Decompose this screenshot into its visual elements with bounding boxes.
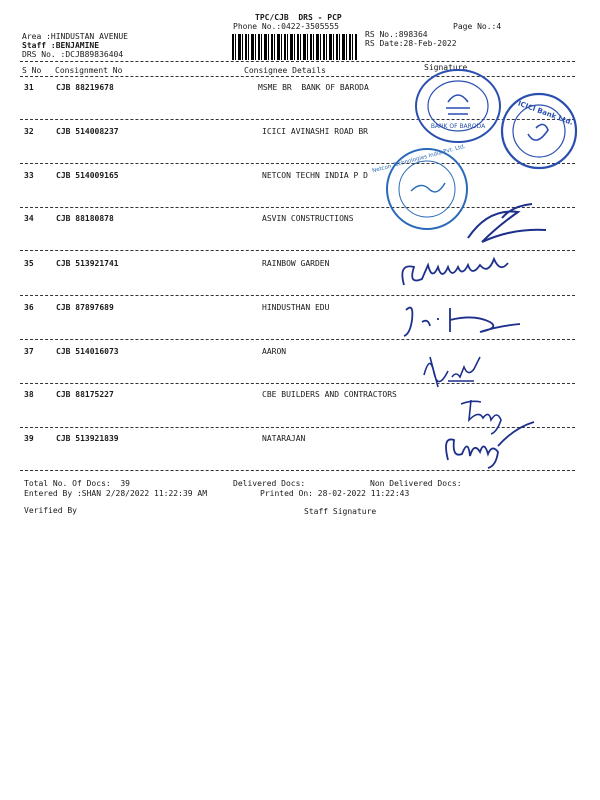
row-consignment: CJB 514008237 bbox=[56, 127, 119, 136]
row-consignee: HINDUSTHAN EDU bbox=[262, 303, 330, 312]
row-sno: 36 bbox=[24, 303, 34, 312]
col-header-sno: S No bbox=[22, 66, 42, 75]
row-consignment: CJB 513921839 bbox=[56, 434, 119, 443]
printed-on: Printed On: 28-02-2022 11:22:43 bbox=[260, 489, 410, 498]
col-header-signature: Signature bbox=[424, 63, 468, 72]
row-consignee: ICICI AVINASHI ROAD BR bbox=[262, 127, 368, 136]
row-divider bbox=[20, 163, 575, 164]
row-consignment: CJB 88219678 bbox=[56, 83, 114, 92]
row-divider bbox=[20, 250, 575, 251]
col-header-consignment: Consignment No bbox=[55, 66, 123, 75]
row-sno: 31 bbox=[24, 83, 34, 92]
row-consignment: CJB 514016073 bbox=[56, 347, 119, 356]
row-consignee: MSME BR BANK OF BARODA bbox=[258, 83, 369, 92]
non-delivered-docs: Non Delivered Docs: bbox=[370, 479, 462, 488]
verified-by: Verified By bbox=[24, 506, 77, 515]
staff-label: Staff :BENJAMINE bbox=[22, 41, 100, 50]
signature-row-37 bbox=[418, 345, 498, 389]
bank-of-baroda-stamp bbox=[412, 66, 504, 146]
rs-number: RS No.:898364 bbox=[365, 30, 428, 39]
delivered-docs: Delivered Docs: bbox=[233, 479, 306, 488]
row-sno: 35 bbox=[24, 259, 34, 268]
page-number: Page No.:4 bbox=[453, 22, 502, 31]
staff-signature-label: Staff Signature bbox=[304, 507, 377, 516]
row-sno: 32 bbox=[24, 127, 34, 136]
icici-stamp bbox=[498, 90, 580, 172]
row-consignment: CJB 88180878 bbox=[56, 214, 114, 223]
row-sno: 34 bbox=[24, 214, 34, 223]
row-consignment: CJB 514009165 bbox=[56, 171, 119, 180]
row-sno: 38 bbox=[24, 390, 34, 399]
document-title: TPC/CJB DRS - PCP bbox=[255, 13, 342, 22]
row-consignment: CJB 88175227 bbox=[56, 390, 114, 399]
phone-number: Phone No.:0422-3505555 bbox=[233, 22, 339, 31]
signature-row-35 bbox=[396, 255, 526, 301]
row-consignment: CJB 87897689 bbox=[56, 303, 114, 312]
row-consignee: RAINBOW GARDEN bbox=[262, 259, 330, 268]
entered-by: Entered By :SHAN 2/28/2022 11:22:39 AM bbox=[24, 489, 208, 498]
area-label: Area :HINDUSTAN AVENUE bbox=[22, 32, 128, 41]
total-docs: Total No. Of Docs: 39 bbox=[24, 479, 130, 488]
row-consignee: AARON bbox=[262, 347, 287, 356]
svg-text:BANK OF BARODA: BANK OF BARODA bbox=[430, 123, 486, 130]
row-sno: 33 bbox=[24, 171, 34, 180]
rs-date: RS Date:28-Feb-2022 bbox=[365, 39, 457, 48]
col-header-consignee: Consignee Details bbox=[244, 66, 326, 75]
barcode bbox=[232, 34, 357, 60]
svg-text:Netcon Technologies India Pvt.: Netcon Technologies India Pvt. Ltd. bbox=[371, 143, 467, 175]
row-sno: 37 bbox=[24, 347, 34, 356]
row-consignment: CJB 513921741 bbox=[56, 259, 119, 268]
row-sno: 39 bbox=[24, 434, 34, 443]
row-consignee: ASVIN CONSTRUCTIONS bbox=[262, 214, 354, 223]
row-consignee: NETCON TECHN INDIA P D bbox=[262, 171, 368, 180]
signature-row-34 bbox=[462, 198, 552, 248]
drs-number: DRS No. :DCJB89836404 bbox=[22, 50, 124, 59]
signature-row-36 bbox=[398, 298, 528, 342]
divider bbox=[20, 61, 575, 62]
signature-row-39 bbox=[438, 420, 538, 472]
row-consignee: CBE BUILDERS AND CONTRACTORS bbox=[262, 390, 397, 399]
netcon-stamp bbox=[371, 143, 471, 233]
row-consignee: NATARAJAN bbox=[262, 434, 306, 443]
svg-text:ICICI Bank Ltd.: ICICI Bank Ltd. bbox=[516, 99, 575, 127]
